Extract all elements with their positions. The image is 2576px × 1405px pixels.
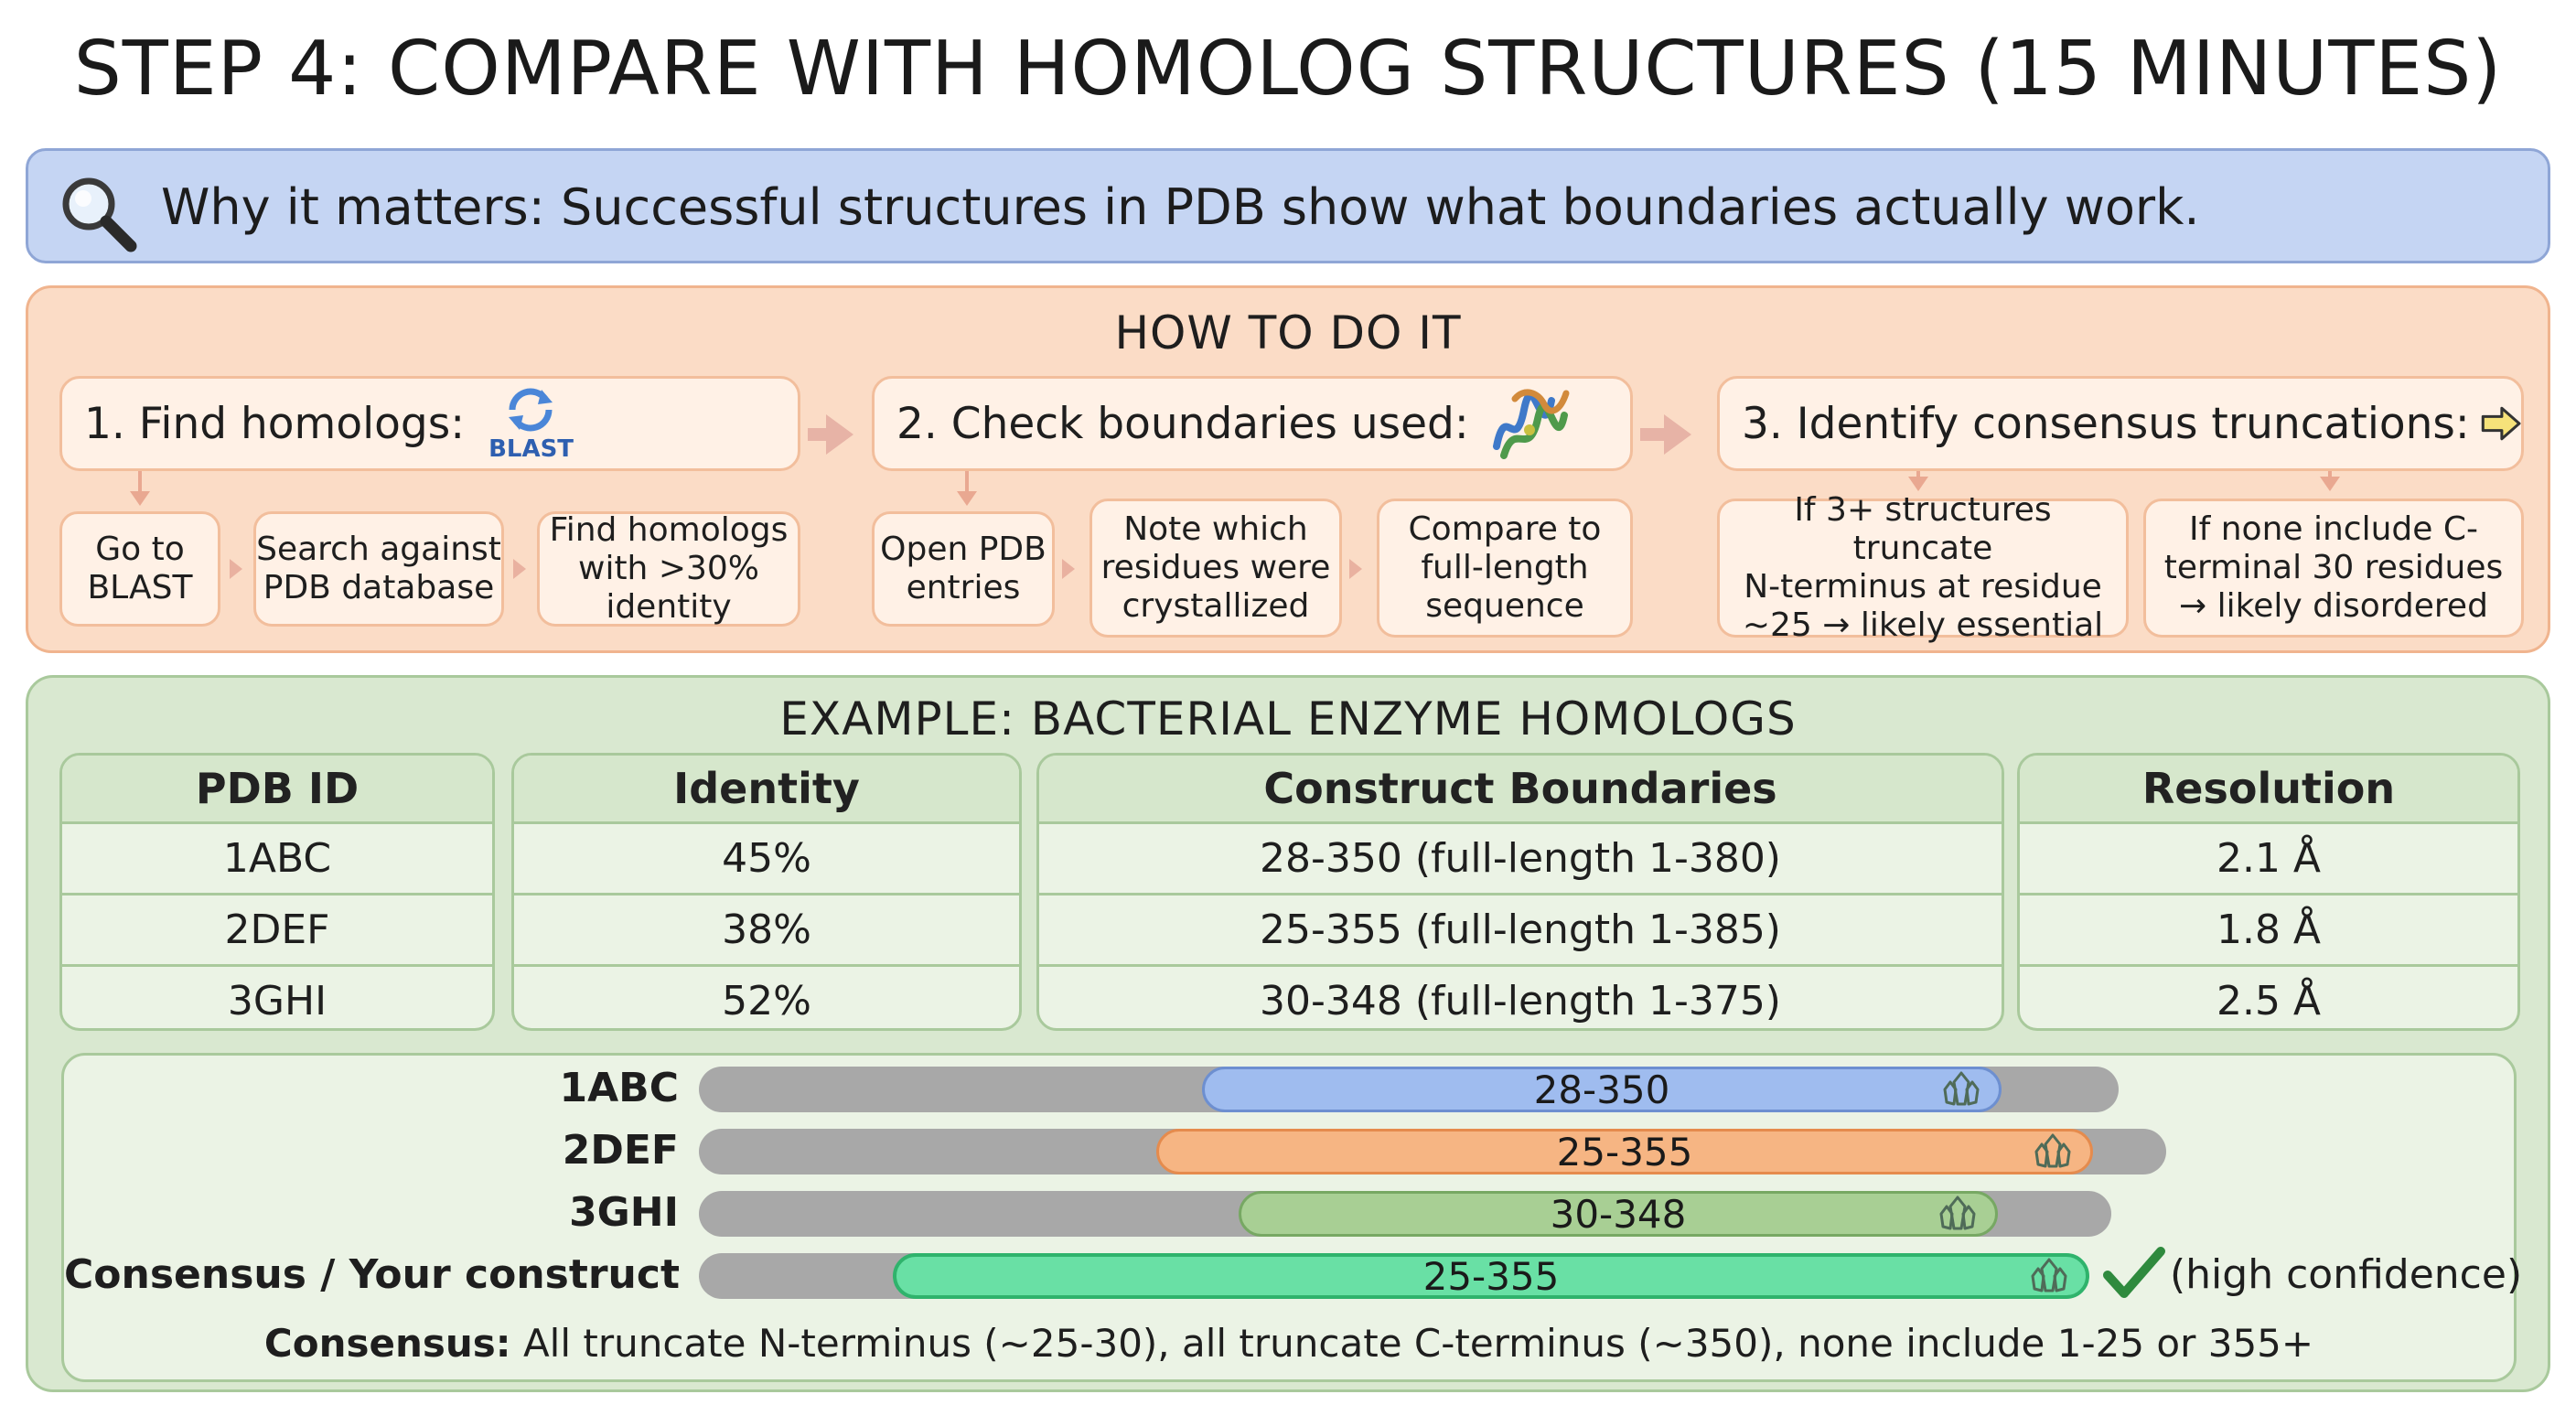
connector-arrow [2320,477,2340,491]
construct-segment: 25-355 [893,1253,2089,1299]
table-column-resolution [2017,753,2520,1031]
crystal-icon [2033,1132,2073,1172]
step-label: 3. Identify consensus truncations: [1742,398,2470,449]
substep-find-homologs: Find homologs with >30% identity [537,511,800,627]
step-label: 2. Check boundaries used: [896,398,1469,449]
boundary-bars-panel [61,1053,2523,1382]
table-column-identity [511,753,1022,1031]
table-cell: 2.5 Å [2216,978,2322,1024]
table-cell: 28-350 (full-length 1-380) [1039,824,2002,896]
construct-segment: 30-348 [1239,1191,1998,1237]
table-header: Construct Boundaries [1039,756,2002,824]
consensus-note-label: Consensus: [263,1321,511,1366]
table-header: Identity [514,756,1019,824]
page-title: STEP 4: COMPARE WITH HOMOLOG STRUCTURES (15 MINUTES) [73,26,2503,113]
protein-structure-icon [1487,382,1572,465]
table-header: Resolution [2020,756,2517,824]
crystal-icon [1937,1194,1978,1234]
bar-label: Consensus / Your construct [64,1251,680,1298]
substep-open-pdb: Open PDB entries [872,511,1055,627]
table-cell: 25-355 (full-length 1-385) [1039,896,2002,967]
confidence-label: (high confidence) [2170,1251,2523,1298]
step-check-boundaries [872,376,1633,471]
substep-go-to-blast: Go to BLAST [59,511,220,627]
step-find-homologs [59,376,800,471]
substep-arrow [1349,559,1362,579]
substep-compare-full-length: Compare to full-length sequence [1377,499,1633,638]
bar-label: 1ABC [559,1065,679,1111]
table-column-pdb-id [59,753,495,1031]
table-cell: 3GHI [227,978,327,1024]
why-banner [26,148,2550,263]
table-cell: 30-348 (full-length 1-375) [1260,978,1781,1024]
connector [138,471,142,493]
connector [965,471,969,493]
table-cell: 45% [514,824,1019,896]
table-cell: 52% [722,978,811,1024]
checkmark-icon [2102,1244,2166,1306]
blast-icon-text: BLAST [488,435,574,463]
substep-arrow [1062,559,1075,579]
step-identify-consensus [1717,376,2524,471]
table-header: PDB ID [62,756,492,824]
bar-label: 3GHI [569,1189,679,1236]
construct-segment: 25-355 [1156,1129,2093,1174]
table-cell: 2DEF [62,896,492,967]
connector-arrow [130,491,150,506]
how-to-panel [26,285,2550,653]
step-arrow [1640,414,1691,455]
table-cell: 2.1 Å [2020,824,2517,896]
table-cell: 38% [514,896,1019,967]
substep-c-terminus-rule: If none include C- terminal 30 residues → likely disordered [2143,499,2524,638]
consensus-note [64,1321,2514,1366]
step-label: 1. Find homologs: [84,398,466,449]
blast-icon [485,382,576,465]
substep-n-terminus-rule: If 3+ structures truncate N-terminus at residue ~25 → likely essential [1717,499,2129,638]
substep-note-residues: Note which residues were crystallized [1089,499,1342,638]
how-title: HOW TO DO IT [1114,306,1462,359]
example-title: EXAMPLE: BACTERIAL ENZYME HOMOLOGS [779,692,1797,745]
magnifying-glass-icon [56,171,138,253]
table-column-boundaries [1036,753,2004,1031]
arrow-right-icon [2481,401,2521,446]
substep-search-pdb: Search against PDB database [253,511,504,627]
step-arrow [808,414,853,455]
consensus-note-text: All truncate N-terminus (~25-30), all truncate C-terminus (~350), none include 1-25 or 355+ [522,1321,2314,1366]
substep-arrow [513,559,526,579]
connector-arrow [957,491,977,506]
connector-arrow [1908,477,1928,491]
crystal-icon [2029,1256,2069,1296]
substep-arrow [230,559,242,579]
table-cell: 1ABC [62,824,492,896]
construct-segment: 28-350 [1202,1067,2002,1112]
why-text: Why it matters: Successful structures in PDB show what boundaries actually work. [161,178,2200,236]
table-cell: 1.8 Å [2020,896,2517,967]
example-panel [26,675,2550,1392]
bar-label: 2DEF [562,1127,679,1174]
crystal-icon [1941,1069,1981,1110]
